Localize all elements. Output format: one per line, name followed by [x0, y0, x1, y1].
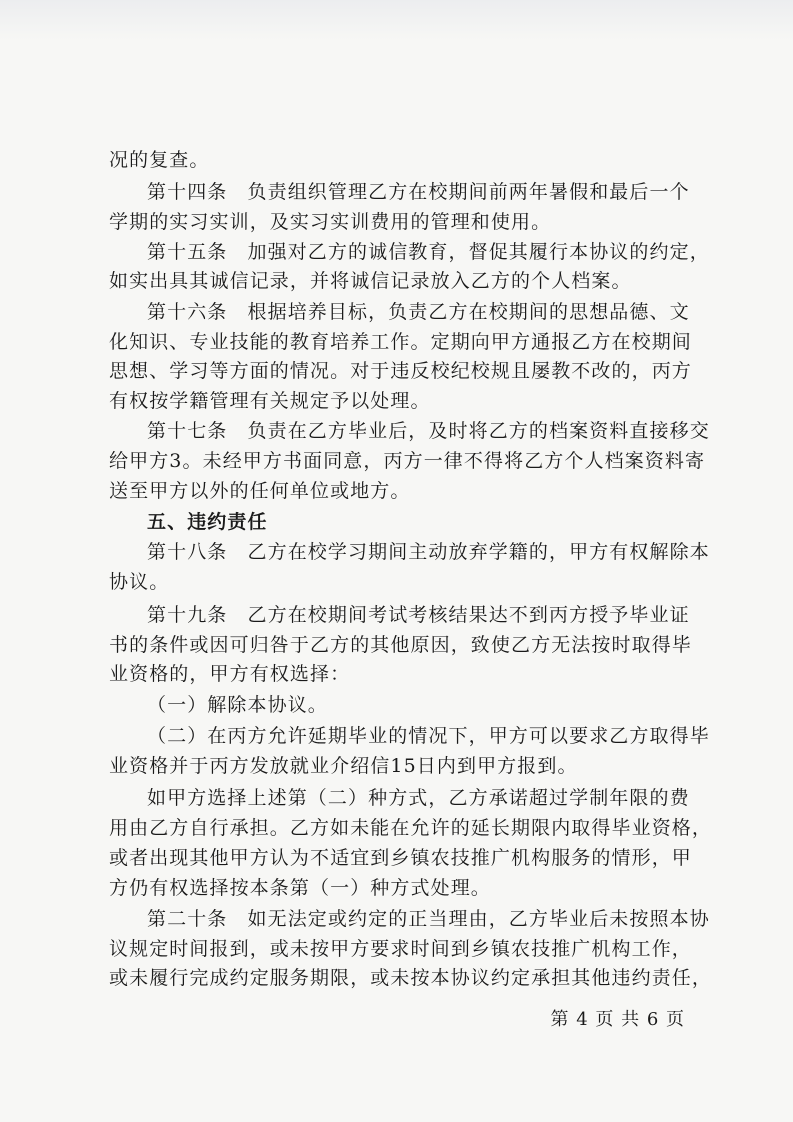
text-line: 方仍有权选择按本条第（一）种方式处理。 [109, 877, 491, 899]
text-line: 或者出现其他甲方认为不适宜到乡镇农技推广机构服务的情形，甲 [109, 847, 692, 869]
section-heading: 五、违约责任 [147, 511, 268, 533]
text-line: 第十九条 乙方在校期间考试考核结果达不到丙方授予毕业证 [147, 604, 690, 626]
text-line: （一）解除本协议。 [147, 694, 328, 716]
text-line: 第十七条 负责在乙方毕业后，及时将乙方的档案资料直接移交 [147, 420, 710, 442]
text-line: 送至甲方以外的任何单位或地方。 [109, 480, 411, 502]
text-line: 况的复查。 [109, 149, 210, 171]
text-line: 协议。 [109, 571, 170, 593]
text-line: 学期的实习实训，及实习实训费用的管理和使用。 [109, 211, 552, 233]
text-line: 第十五条 加强对乙方的诚信教育，督促其履行本协议的约定， [147, 241, 710, 263]
text-line: 第十四条 负责组织管理乙方在校期间前两年暑假和最后一个 [147, 181, 690, 203]
text-line: 议规定时间报到，或未按甲方要求时间到乡镇农技推广机构工作， [109, 938, 692, 960]
text-line: 思想、学习等方面的情况。对于违反校纪校规且屡教不改的，丙方 [109, 360, 692, 382]
text-line: 第十六条 根据培养目标，负责乙方在校期间的思想品德、文 [147, 301, 690, 323]
text-line: 如甲方选择上述第（二）种方式，乙方承诺超过学制年限的费 [147, 787, 690, 809]
text-line: 书的条件或因可归咎于乙方的其他原因，致使乙方无法按时取得毕 [109, 634, 692, 656]
text-line: 或未履行完成约定服务期限，或未按本协议约定承担其他违约责任， [109, 967, 713, 989]
text-line: 第二十条 如无法定或约定的正当理由，乙方毕业后未按照本协 [147, 908, 710, 930]
text-line: 有权按学籍管理有关规定予以处理。 [109, 390, 431, 412]
text-line: （二）在丙方允许延期毕业的情况下，甲方可以要求乙方取得毕 [147, 725, 710, 747]
text-line: 如实出具其诚信记录，并将诚信记录放入乙方的个人档案。 [109, 270, 632, 292]
text-line: 给甲方3。未经甲方书面同意，丙方一律不得将乙方个人档案资料寄 [109, 450, 706, 472]
page-number: 第 4 页 共 6 页 [550, 1009, 685, 1030]
text-line: 业资格并于丙方发放就业介绍信15日内到甲方报到。 [109, 755, 578, 777]
text-line: 业资格的，甲方有权选择： [109, 663, 351, 685]
text-line: 用由乙方自行承担。乙方如未能在允许的延长期限内取得毕业资格， [109, 817, 713, 839]
text-line: 化知识、专业技能的教育培养工作。定期向甲方通报乙方在校期间 [109, 331, 692, 353]
text-line: 第十八条 乙方在校学习期间主动放弃学籍的，甲方有权解除本 [147, 541, 710, 563]
